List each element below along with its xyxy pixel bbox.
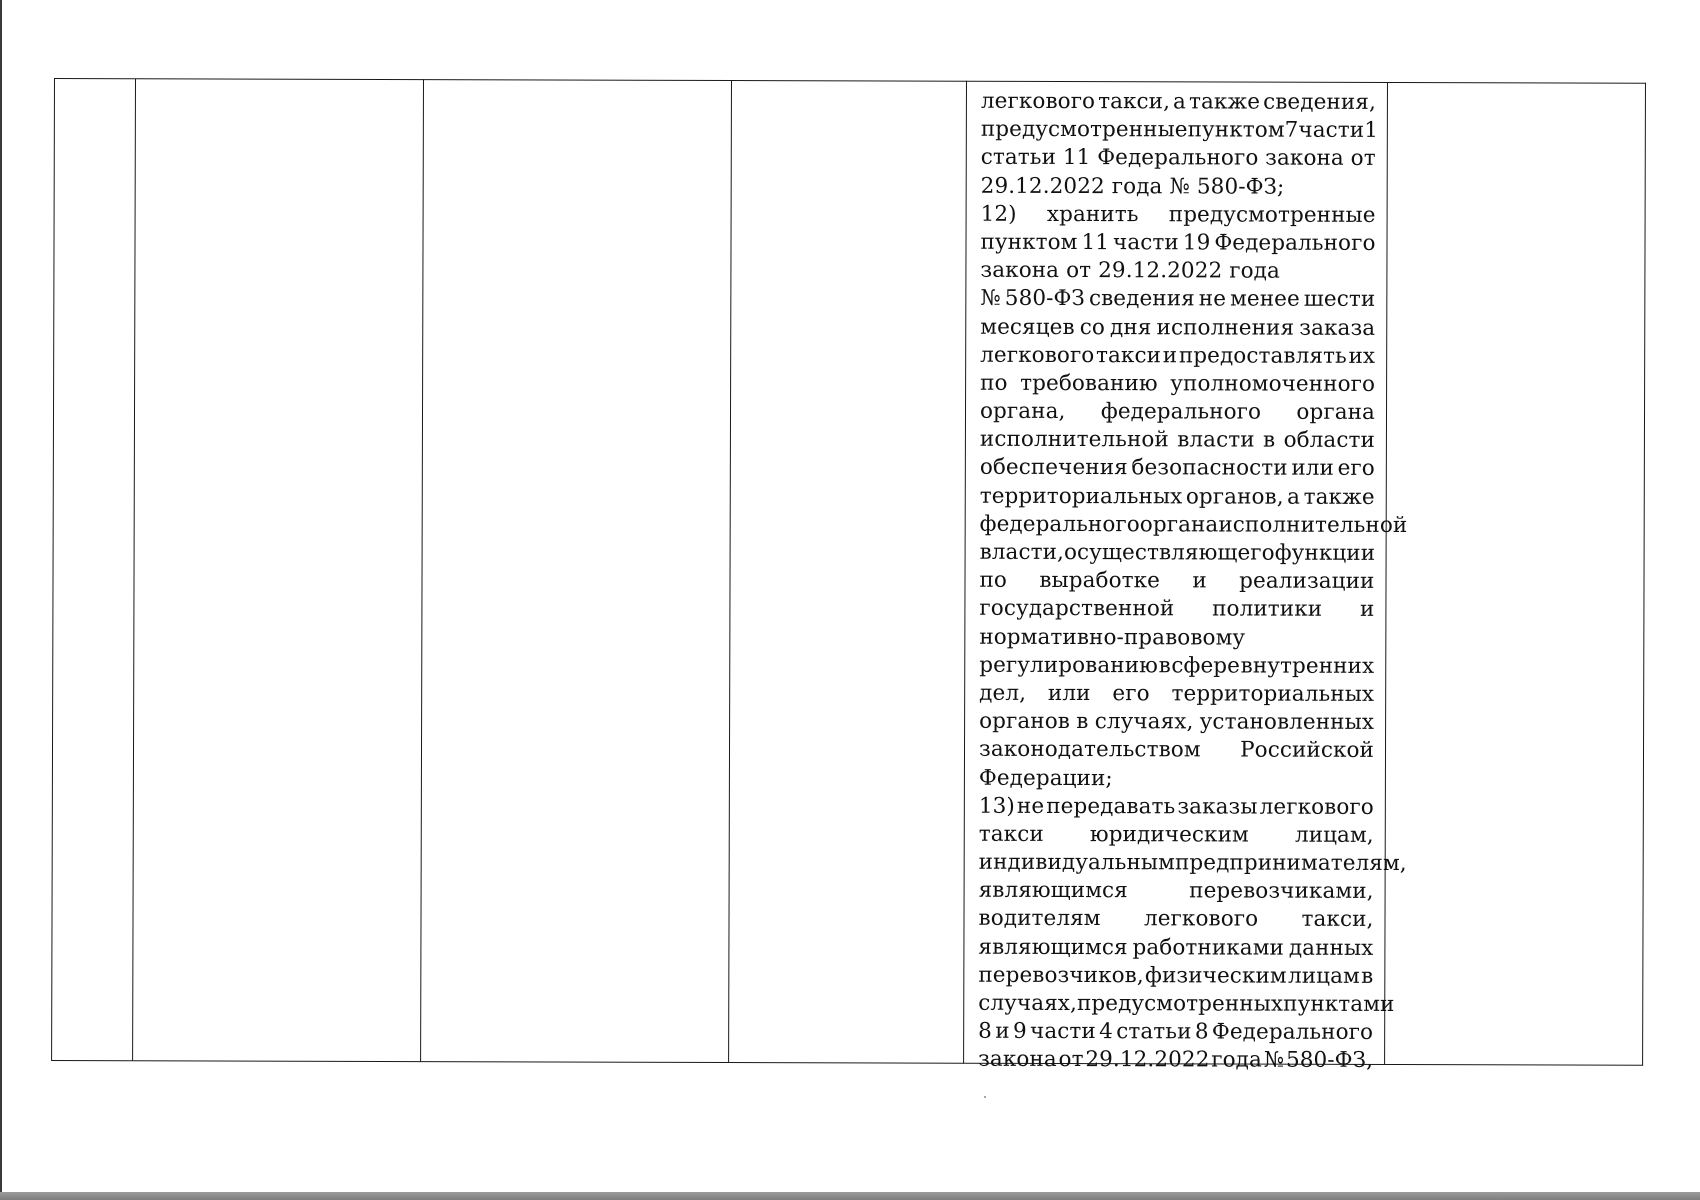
text-word: сведения, [1263,89,1376,115]
text-word: их [1348,343,1376,369]
text-word: № [1169,173,1190,199]
text-word: федерального [1100,399,1262,425]
text-line [978,962,1373,991]
text-word: являющимся [978,934,1128,960]
text-word: исполнительной [1218,512,1408,538]
scan-bottom-edge [0,1192,1700,1200]
text-word: от [1058,1047,1084,1073]
text-word: в [1361,963,1374,989]
text-word: такси, [1098,89,1171,115]
table-cell-column-6 [1385,82,1646,1066]
text-line [979,595,1374,624]
text-word: а [1287,484,1301,510]
text-word: выработке [1039,568,1161,594]
text-line [978,905,1373,934]
text-word: и [1162,342,1178,369]
text-word: 11 [1062,145,1091,171]
text-word: органа [1296,399,1376,425]
text-word: года [1211,1047,1262,1073]
text-line [980,482,1375,511]
text-word: 19 [1182,230,1211,256]
text-word: месяцев [980,314,1075,340]
text-word: и [1359,597,1375,623]
text-word: федерального [979,511,1140,538]
text-word: пунктом [980,229,1078,255]
text-word: по [979,567,1008,594]
text-word: закона [980,257,1060,284]
text-word: легкового [980,342,1095,368]
text-word: лицам [1287,963,1360,989]
text-word: предпринимателям, [1174,850,1407,877]
text-line [978,933,1373,962]
text-word: 580-ФЗ; [1196,173,1285,200]
scan-speck [1500,1192,1501,1193]
text-word: шести [1303,287,1376,313]
text-word: юридическим [1089,821,1249,848]
text-line [978,990,1395,1019]
text-word: и [1192,568,1207,594]
text-word: или [1291,456,1335,482]
text-word: индивидуальным [978,849,1176,876]
text-line [979,680,1374,709]
text-word: 29.12.2022 [980,173,1105,199]
text-word: 11 [1081,229,1110,256]
text-word: Российской [1240,737,1375,764]
text-line [979,821,1374,850]
text-word: лицам, [1294,822,1374,848]
text-word: органа [1139,512,1219,538]
requirements-text [978,88,1408,1076]
text-word: заказы [1177,794,1258,820]
text-word: реализации [1239,568,1375,595]
text-line [981,88,1376,117]
text-word: года [1229,258,1280,284]
text-word: власти, [979,539,1065,565]
text-line [980,454,1375,483]
text-word: в [1158,653,1171,679]
text-word: части [1030,1019,1096,1045]
text-word: перевозчиками, [1189,878,1374,905]
text-word: 7 [1284,117,1299,143]
text-word: хранить [1046,201,1139,227]
text-word: осуществляющего [1063,539,1275,566]
text-line [980,116,1379,145]
text-word: в [1076,709,1089,735]
text-word: пунктами [1283,991,1395,1017]
text-word: Федерального [1097,145,1259,171]
text-word: органа, [979,398,1066,425]
table-cell-number [51,78,136,1061]
text-line [979,567,1374,596]
text-word: водителям [978,906,1101,932]
text-word: части [1112,230,1179,256]
text-word: безопасности [1131,455,1288,482]
text-word: также [1188,89,1261,115]
scan-left-edge [0,0,2,1200]
text-line [979,877,1374,906]
text-line [980,539,1375,568]
text-word: легкового [980,88,1096,115]
text-word: не [1016,793,1045,819]
text-line [978,849,1407,878]
text-line [980,229,1375,258]
text-line [978,1018,1373,1047]
text-word: 13) [978,793,1015,819]
text-word: территориальных [1171,681,1375,707]
text-word: Федерации; [978,765,1113,791]
text-word: внутренних [1240,653,1375,679]
text-word: в [1262,427,1276,453]
text-word: пунктом [1187,117,1285,143]
text-word: части [1298,117,1365,144]
text-word: предусмотренные [980,116,1188,143]
text-word: 29.12.2022 [1098,258,1223,284]
text-word: такси [978,821,1044,847]
text-line [981,172,1376,201]
text-word: статьи [980,145,1057,171]
text-word: закона [978,1047,1057,1073]
text-word: или [1047,680,1091,707]
text-word: 1 [1364,118,1379,144]
text-word: 29.12.2022 [1085,1047,1210,1073]
text-word: № [980,286,1001,312]
text-word: государственной [979,596,1175,622]
text-word: закона [1265,145,1344,172]
text-line [979,792,1374,821]
text-word: 8 [978,1018,992,1044]
text-word: со [1079,314,1105,340]
text-word: 4 [1099,1019,1113,1045]
table-cell-column-2 [133,78,424,1062]
text-line [979,651,1374,680]
text-word: 580-ФЗ, [1285,1048,1374,1074]
text-word: дел, [979,680,1027,706]
text-word: органов [979,708,1071,735]
text-word: 8 [1194,1019,1209,1045]
text-line [979,708,1374,737]
text-word: власти [1177,427,1255,453]
text-line [980,285,1375,314]
text-word: сфере [1171,653,1241,679]
text-word: такси [1096,342,1162,368]
text-word: Федерального [1214,230,1376,256]
text-word: от [1350,146,1376,172]
text-word: легкового [1259,794,1374,820]
text-word: исполнения [1156,314,1295,341]
text-word: исполнительной [979,426,1169,453]
text-word: его [1112,681,1150,707]
text-word: территориальных [979,483,1183,509]
text-word: 9 [1012,1019,1027,1045]
text-word: работниками [1132,934,1285,961]
text-word: данных [1288,935,1374,961]
text-word: статьи [1116,1019,1192,1045]
text-word: предусмотренных [1076,991,1284,1017]
text-word: предоставлять [1178,343,1347,369]
table-cell-requirements [964,81,1408,1074]
document-table [51,78,1646,1074]
text-word: политики [1212,596,1323,623]
text-word: по [980,370,1008,396]
text-word: Федерального [1211,1019,1374,1046]
text-word: законодательством [978,737,1201,763]
text-word: требованию [1020,370,1158,397]
text-line [979,623,1374,652]
text-word: функции [1274,540,1376,566]
text-word: уполномоченного [1170,371,1376,397]
text-word: регулированию [979,652,1159,679]
text-word: случаях, [1094,709,1194,735]
text-word: физическим [1145,963,1287,989]
text-word: области [1283,427,1375,454]
text-line [980,426,1375,455]
text-line [980,313,1375,342]
text-line [980,341,1375,370]
text-word: перевозчиков, [978,962,1144,989]
text-word: 12) [980,201,1017,227]
text-word: от [1066,258,1092,284]
text-word: не [1198,286,1227,312]
text-word: дня [1110,314,1152,340]
text-line [979,764,1374,793]
text-line [979,736,1374,765]
text-word: менее [1230,286,1300,313]
text-word: установленных [1199,709,1375,736]
text-word: передавать [1046,793,1176,820]
text-word: нормативно-правовому [979,624,1246,651]
text-word: такси, [1301,907,1374,933]
table-cell-column-3 [421,79,732,1063]
text-word: случаях, [978,990,1078,1017]
text-word: являющимся [978,877,1128,904]
text-word: сведения [1088,286,1195,312]
text-word: а [1173,89,1187,115]
text-line [981,200,1376,229]
text-line [981,144,1376,173]
text-line [980,370,1375,399]
text-line [978,1046,1373,1075]
text-word: № [1263,1047,1285,1074]
text-line [980,398,1375,427]
text-word: 580-ФЗ [1004,286,1085,312]
text-word: легкового [1143,906,1259,933]
text-word: органов, [1185,483,1284,510]
text-word: заказа [1299,315,1376,341]
table-cell-column-4 [729,80,967,1064]
text-word: года [1111,173,1163,199]
text-line [980,257,1375,286]
scan-speck [984,1096,986,1098]
text-word: обеспечения [979,455,1128,481]
text-word: его [1337,456,1375,482]
text-word: предусмотренные [1168,202,1376,228]
text-word: и [995,1018,1010,1045]
text-word: также [1303,484,1375,510]
text-line [979,511,1408,540]
